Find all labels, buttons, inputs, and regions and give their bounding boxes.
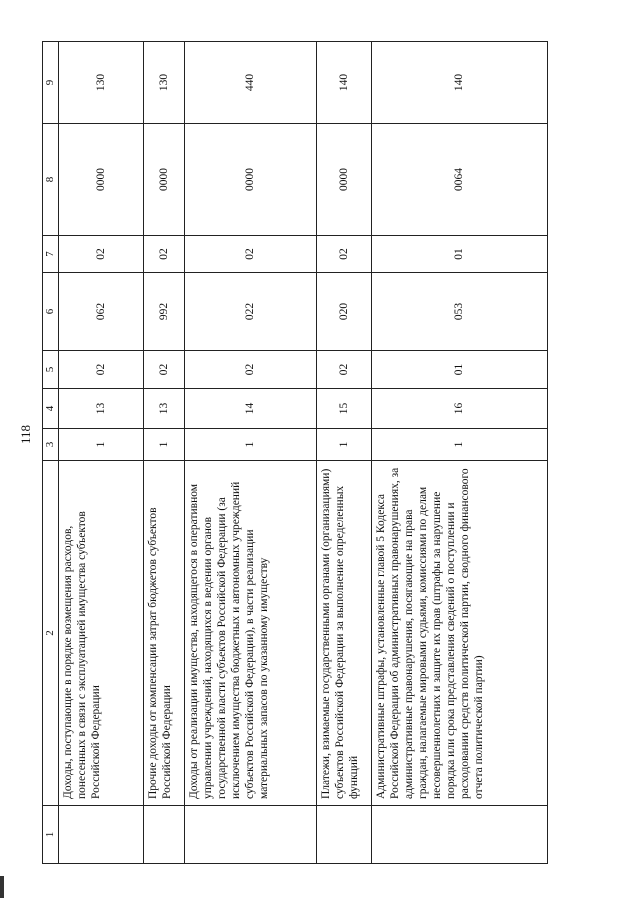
- row-cell-9: 140: [317, 42, 372, 124]
- row-cell-8: 0000: [144, 124, 185, 236]
- row-cell-1: [185, 806, 317, 864]
- header-cell-7: 7: [43, 236, 59, 273]
- header-cell-4: 4: [43, 389, 59, 429]
- row-cell-3: 1: [317, 429, 372, 461]
- header-cell-1: 1: [43, 806, 59, 864]
- row-description: Доходы от реализации имущества, находящегося в оперативном управлении учреждений, находящихся в ведении органов государственной власти субъектов Российской Федерации (за исключением имущества бюджетных и автономных учреждений субъектов Российской Федерации), в части реализации материальных запасов по указанному имуществу: [185, 461, 317, 806]
- row-cell-4: 14: [185, 389, 317, 429]
- row-cell-7: 02: [59, 236, 144, 273]
- table-row: [317, 42, 372, 864]
- row-cell-1: [317, 806, 372, 864]
- header-cell-5: 5: [43, 351, 59, 389]
- header-cell-9: 9: [43, 42, 59, 124]
- row-cell-3: 1: [144, 429, 185, 461]
- table-row: [59, 42, 144, 864]
- table-row: [372, 42, 548, 864]
- row-cell-4: 16: [372, 389, 548, 429]
- row-cell-9: 440: [185, 42, 317, 124]
- row-cell-9: 140: [372, 42, 548, 124]
- row-cell-6: 020: [317, 273, 372, 351]
- table-header-row: [43, 42, 59, 864]
- rotated-table-container: [42, 42, 548, 864]
- row-cell-8: 0064: [372, 124, 548, 236]
- row-description: Прочие доходы от компенсации затрат бюджетов субъектов Российской Федерации: [144, 461, 185, 806]
- row-cell-4: 13: [59, 389, 144, 429]
- row-cell-7: 01: [372, 236, 548, 273]
- row-cell-8: 0000: [317, 124, 372, 236]
- row-cell-5: 02: [144, 351, 185, 389]
- row-description: Платежи, взимаемые государственными органами (организациями) субъектов Российской Федерации за выполнение определенных функций: [317, 461, 372, 806]
- budget-classification-table: [42, 41, 548, 864]
- row-cell-5: 02: [59, 351, 144, 389]
- row-description: Доходы, поступающие в порядке возмещения расходов, понесенных в связи с эксплуатацией имущества субъектов Российской Федерации: [59, 461, 144, 806]
- row-cell-5: 02: [317, 351, 372, 389]
- row-cell-3: 1: [372, 429, 548, 461]
- header-cell-8: 8: [43, 124, 59, 236]
- row-cell-3: 1: [59, 429, 144, 461]
- header-cell-2: 2: [43, 461, 59, 806]
- table-row: [185, 42, 317, 864]
- row-cell-5: 01: [372, 351, 548, 389]
- row-cell-9: 130: [59, 42, 144, 124]
- row-cell-3: 1: [185, 429, 317, 461]
- row-cell-1: [144, 806, 185, 864]
- row-cell-6: 022: [185, 273, 317, 351]
- table-row: [144, 42, 185, 864]
- row-cell-1: [372, 806, 548, 864]
- row-cell-7: 02: [144, 236, 185, 273]
- header-cell-6: 6: [43, 273, 59, 351]
- row-cell-5: 02: [185, 351, 317, 389]
- row-cell-9: 130: [144, 42, 185, 124]
- header-cell-3: 3: [43, 429, 59, 461]
- row-cell-4: 13: [144, 389, 185, 429]
- row-cell-6: 053: [372, 273, 548, 351]
- page-number: 118: [18, 424, 33, 444]
- row-cell-7: 02: [317, 236, 372, 273]
- row-cell-8: 0000: [185, 124, 317, 236]
- row-description: Административные штрафы, установленные главой 5 Кодекса Российской Федерации об административных правонарушениях, за административные правонарушения, посягающие на права граждан, налагаемые мировыми судьями, комиссиями по делам несовершеннолетних и защите их прав (штрафы за нарушение порядка или срока представления сведений о поступлении и расходовании средств политической партии, сводного финансового отчета политической партии): [372, 461, 548, 806]
- row-cell-6: 992: [144, 273, 185, 351]
- row-cell-4: 15: [317, 389, 372, 429]
- row-cell-1: [59, 806, 144, 864]
- row-cell-7: 02: [185, 236, 317, 273]
- row-cell-6: 062: [59, 273, 144, 351]
- row-cell-8: 0000: [59, 124, 144, 236]
- scan-edge-mark: [0, 876, 4, 898]
